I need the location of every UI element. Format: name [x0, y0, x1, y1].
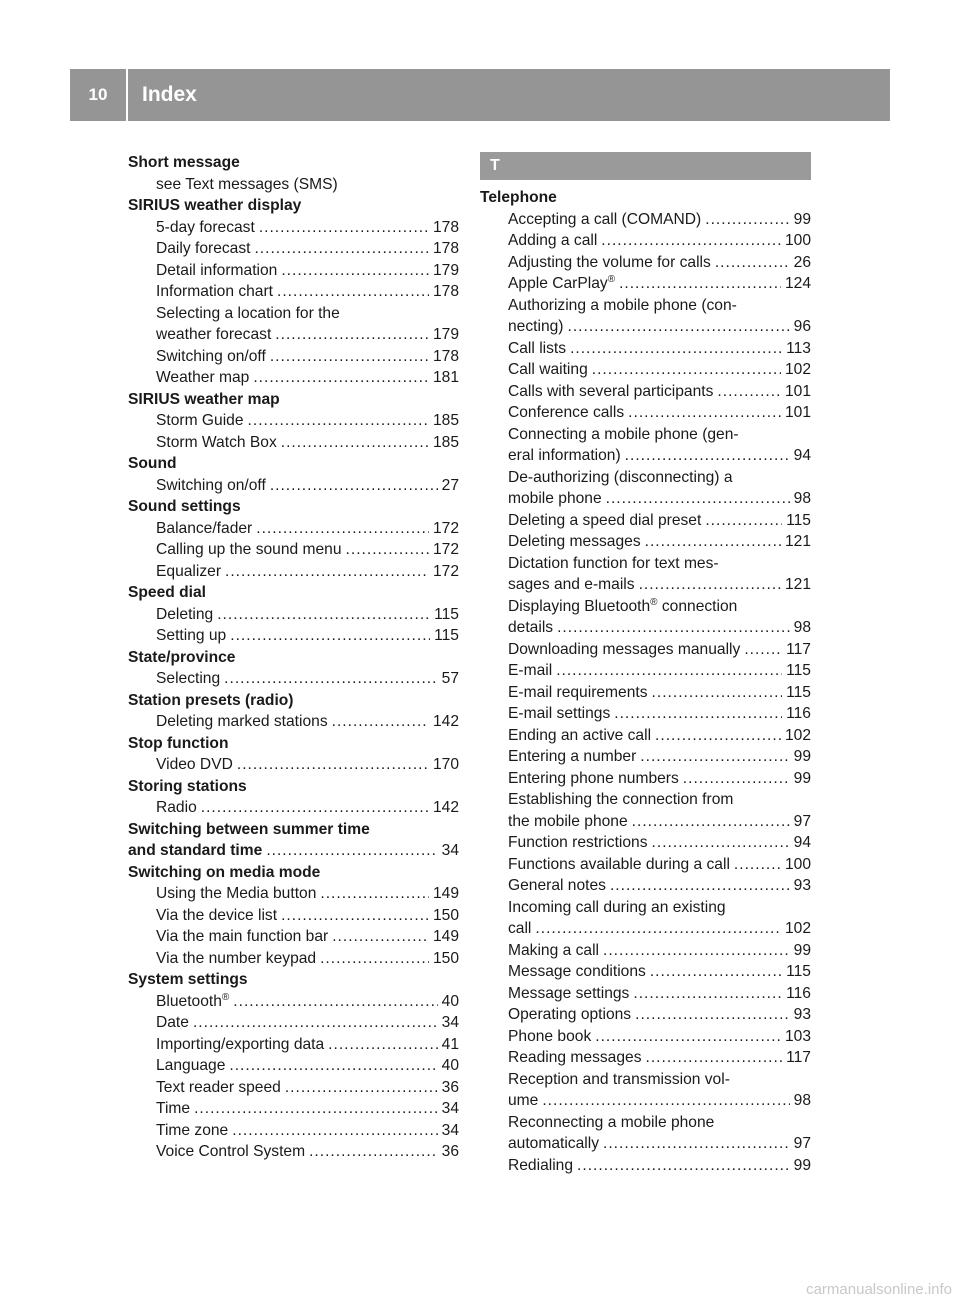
entry-label: Daily forecast [156, 240, 251, 257]
entry-label: Call waiting [508, 361, 588, 378]
page-ref: 149 [432, 885, 459, 902]
index-subentry-line: Displaying Bluetooth® connection [508, 596, 738, 615]
page-ref: 40 [441, 992, 459, 1010]
page-ref: 117 [786, 1049, 811, 1066]
page-ref: 124 [784, 275, 811, 292]
page-ref: 34 [441, 1100, 459, 1117]
page-ref: 94 [793, 447, 811, 464]
index-subentry [480, 768, 811, 790]
index-subentry [480, 875, 811, 897]
index-heading: SIRIUS weather display [128, 197, 302, 214]
entry-label: Message settings [508, 984, 630, 1002]
entry-label: Storm Watch Box [156, 433, 277, 451]
entry-label: automatically [508, 1135, 600, 1152]
index-subentry-line: Reconnecting a mobile phone [508, 1113, 715, 1131]
index-subentry [480, 660, 811, 682]
index-subentry [128, 905, 459, 927]
page-ref: 94 [793, 834, 811, 851]
page-ref: 101 [784, 382, 811, 400]
index-subentry [480, 445, 811, 467]
page-ref: 99 [793, 1156, 811, 1174]
page-ref: 34 [441, 1014, 459, 1031]
page-title: Index [142, 83, 197, 106]
page-ref: 36 [441, 1078, 459, 1096]
page-ref: 115 [786, 662, 811, 679]
index-subentry [128, 238, 459, 260]
entry-label: Ending an active call [508, 726, 652, 744]
index-subentry [480, 338, 811, 360]
page-ref: 178 [432, 347, 459, 365]
page-ref: 170 [432, 756, 459, 773]
entry-label: E-mail requirements [508, 683, 648, 701]
index-subentry [480, 209, 811, 231]
index-subentry [128, 754, 459, 776]
page-ref: 142 [432, 799, 459, 816]
entry-label: eral information) [508, 447, 621, 464]
header-divider [126, 69, 128, 121]
entry-label: Voice Control System [156, 1143, 306, 1160]
page-ref: 178 [432, 240, 459, 257]
entry-label: Call lists [508, 339, 567, 357]
index-subentry [128, 324, 459, 346]
page-ref: 115 [786, 963, 811, 980]
page-ref: 93 [793, 877, 811, 894]
index-subentry [128, 1034, 459, 1056]
page-ref: 27 [441, 476, 459, 494]
index-subentry [480, 832, 811, 854]
page-ref: 117 [786, 640, 811, 658]
index-subentry-line: Reception and transmission vol- [508, 1070, 730, 1088]
page-ref: 99 [793, 748, 811, 765]
index-subentry [128, 926, 459, 948]
page-ref: 185 [432, 412, 459, 429]
page-ref: 99 [793, 769, 811, 787]
index-subentry [128, 367, 459, 389]
page-ref: 179 [432, 261, 459, 279]
entry-label: Selecting [156, 670, 221, 687]
entry-label: the mobile phone [508, 812, 628, 830]
entry-label: Radio [156, 799, 197, 816]
entry-label: Adjusting the volume for calls [508, 253, 711, 271]
entry-label: necting) [508, 318, 564, 335]
index-subentry-line: Establishing the connection from [508, 791, 734, 808]
index-subentry [480, 746, 811, 768]
page-ref: 121 [784, 576, 811, 593]
entry-label: Deleting [156, 605, 214, 623]
page-ref: 172 [432, 541, 459, 558]
page-ref: 34 [441, 842, 459, 859]
page-ref: 97 [793, 1135, 811, 1152]
entry-label: Information chart [156, 283, 274, 300]
page-ref: 116 [786, 705, 811, 722]
index-subentry [128, 1012, 459, 1034]
index-heading-ref [128, 840, 459, 862]
index-subentry [480, 725, 811, 747]
index-subentry [128, 883, 459, 905]
entry-label: Time zone [156, 1121, 229, 1139]
page-ref: 34 [441, 1121, 459, 1139]
index-subentry [128, 518, 459, 540]
page-ref: 96 [793, 318, 811, 335]
page-ref: 98 [793, 619, 811, 636]
index-heading: SIRIUS weather map [128, 390, 280, 408]
page-ref: 115 [434, 605, 459, 623]
page-ref: 142 [432, 713, 459, 730]
index-heading: Switching between summer time [128, 820, 370, 838]
index-subentry [128, 604, 459, 626]
index-subentry [480, 639, 811, 661]
entry-label: details [508, 619, 554, 636]
entry-label: Using the Media button [156, 885, 317, 902]
page-ref: 98 [793, 490, 811, 507]
entry-label: Switching on/off [156, 476, 266, 494]
entry-label: Equalizer [156, 562, 222, 580]
entry-label: Language [156, 1057, 226, 1074]
index-subentry [128, 1055, 459, 1077]
index-subentry [480, 854, 811, 876]
page-ref: 102 [784, 920, 811, 937]
entry-label: Making a call [508, 941, 600, 959]
index-subentry [128, 281, 459, 303]
index-heading: Sound [128, 455, 177, 472]
index-subentry [480, 273, 811, 295]
index-subentry-line: Selecting a location for the [156, 304, 340, 322]
watermark: carmanualsonline.info [806, 1281, 952, 1298]
page-ref: 57 [441, 670, 459, 687]
page-ref: 115 [434, 627, 459, 644]
page-ref: 41 [441, 1035, 459, 1053]
index-subentry-line: Connecting a mobile phone (gen- [508, 425, 739, 443]
index-subentry [128, 432, 459, 454]
index-see-reference: see Text messages (SMS) [156, 175, 338, 193]
index-subentry [128, 1098, 459, 1120]
page-ref: 172 [432, 562, 459, 580]
index-subentry [128, 1141, 459, 1163]
page-ref: 115 [786, 683, 811, 701]
index-subentry [128, 625, 459, 647]
index-subentry [480, 230, 811, 252]
entry-label: E-mail [508, 662, 553, 679]
page-ref: 100 [784, 855, 811, 873]
index-subentry [480, 531, 811, 553]
index-subentry [128, 410, 459, 432]
entry-label: sages and e-mails [508, 576, 635, 593]
page-ref: 179 [432, 326, 459, 343]
index-heading: Switching on media mode [128, 863, 321, 881]
page-ref: 99 [793, 941, 811, 959]
entry-label: Importing/exporting data [156, 1035, 325, 1053]
entry-label: Reading messages [508, 1049, 642, 1066]
index-subentry [128, 539, 459, 561]
index-subentry [480, 1090, 811, 1112]
entry-label: Via the main function bar [156, 928, 329, 945]
index-subentry [480, 252, 811, 274]
index-heading: Telephone [480, 189, 557, 206]
index-heading: Stop function [128, 734, 229, 752]
index-subentry [128, 475, 459, 497]
index-subentry [128, 711, 459, 733]
index-subentry [480, 811, 811, 833]
entry-label: Time [156, 1100, 191, 1117]
index-heading: State/province [128, 648, 236, 666]
entry-label: Message conditions [508, 963, 646, 980]
entry-label: Functions available during a call [508, 855, 730, 873]
index-subentry [128, 1120, 459, 1142]
entry-label: Phone book [508, 1027, 592, 1045]
index-subentry [480, 918, 811, 940]
entry-label: Apple CarPlay® [508, 273, 616, 292]
index-subentry [480, 381, 811, 403]
index-subentry [480, 574, 811, 596]
index-subentry-line: Incoming call during an existing [508, 898, 726, 916]
entry-label: Accepting a call (COMAND) [508, 210, 702, 228]
index-subentry [128, 1077, 459, 1099]
entry-label: Deleting messages [508, 533, 641, 550]
entry-label: Setting up [156, 627, 227, 644]
index-heading: Station presets (radio) [128, 691, 294, 709]
page-ref: 181 [432, 369, 459, 386]
entry-label: Entering phone numbers [508, 769, 679, 787]
entry-label: Calls with several participants [508, 382, 714, 400]
entry-label: Bluetooth® [156, 991, 230, 1010]
index-subentry-line: Dictation function for text mes- [508, 554, 719, 572]
entry-label: 5-day forecast [156, 218, 255, 236]
index-subentry [480, 682, 811, 704]
page-ref: 149 [432, 928, 459, 945]
index-column-right [480, 152, 811, 1176]
index-subentry [128, 346, 459, 368]
page-ref: 150 [432, 949, 459, 967]
entry-label: Text reader speed [156, 1078, 281, 1096]
index-subentry [128, 797, 459, 819]
entry-label: Via the number keypad [156, 949, 317, 967]
index-subentry [480, 617, 811, 639]
page-ref: 40 [441, 1057, 459, 1074]
index-subentry [128, 561, 459, 583]
page-ref: 178 [432, 218, 459, 236]
index-subentry [480, 1155, 811, 1177]
index-subentry-line: De-authorizing (disconnecting) a [508, 468, 733, 486]
entry-label: General notes [508, 877, 606, 894]
entry-label: Conference calls [508, 404, 625, 421]
entry-label: Storm Guide [156, 412, 244, 429]
page-ref: 93 [793, 1006, 811, 1023]
index-subentry [128, 991, 459, 1013]
page-ref: 121 [784, 533, 811, 550]
entry-label: E-mail settings [508, 705, 611, 722]
entry-label: Switching on/off [156, 347, 266, 365]
page-ref: 36 [441, 1143, 459, 1160]
entry-label: Entering a number [508, 748, 637, 765]
index-subentry [480, 1047, 811, 1069]
letter-section-header: T [480, 152, 811, 180]
page-ref: 102 [784, 726, 811, 744]
index-subentry-line: Authorizing a mobile phone (con- [508, 296, 737, 314]
index-subentry [480, 961, 811, 983]
entry-label: Function restrictions [508, 834, 648, 851]
entry-label: Redialing [508, 1156, 574, 1174]
page-ref: 99 [793, 210, 811, 228]
index-subentry [480, 510, 811, 532]
index-column-left [128, 152, 459, 1163]
page-ref: 102 [784, 361, 811, 378]
entry-label: ume [508, 1092, 539, 1109]
index-heading: Short message [128, 154, 240, 171]
index-subentry [128, 668, 459, 690]
page-ref: 150 [432, 906, 459, 924]
entry-label: weather forecast [156, 326, 272, 343]
entry-label: Calling up the sound menu [156, 541, 342, 558]
entry-label: Weather map [156, 369, 250, 386]
entry-label: Balance/fader [156, 519, 253, 537]
index-heading: System settings [128, 971, 248, 988]
page-ref: 178 [432, 283, 459, 300]
entry-label: Operating options [508, 1006, 632, 1023]
entry-label: Adding a call [508, 232, 598, 249]
page-ref: 172 [432, 519, 459, 537]
entry-label: Deleting a speed dial preset [508, 511, 702, 529]
index-subentry [480, 1133, 811, 1155]
index-heading: Storing stations [128, 777, 247, 795]
page-ref: 103 [784, 1027, 811, 1045]
page-ref: 185 [432, 433, 459, 451]
entry-label: call [508, 920, 532, 937]
page-ref: 115 [786, 511, 811, 529]
page-ref: 98 [793, 1092, 811, 1109]
entry-label: Video DVD [156, 756, 233, 773]
page-number: 10 [88, 85, 108, 104]
entry-label: and standard time [128, 842, 263, 859]
entry-label: Deleting marked stations [156, 713, 328, 730]
index-subentry [128, 260, 459, 282]
index-subentry [480, 1004, 811, 1026]
entry-label: Date [156, 1014, 189, 1031]
page-ref: 97 [793, 812, 811, 830]
index-heading: Speed dial [128, 584, 206, 601]
page-header [70, 69, 890, 121]
index-subentry [480, 316, 811, 338]
index-subentry [480, 1026, 811, 1048]
index-subentry [128, 217, 459, 239]
entry-label: Downloading messages manually [508, 640, 741, 658]
page-ref: 116 [786, 984, 811, 1002]
entry-label: Detail information [156, 261, 278, 279]
index-subentry [480, 488, 811, 510]
page-ref: 100 [784, 232, 811, 249]
page-ref: 101 [784, 404, 811, 421]
page-ref: 113 [786, 339, 811, 357]
page-ref: 26 [793, 253, 811, 271]
entry-label: mobile phone [508, 490, 602, 507]
index-subentry [480, 359, 811, 381]
index-subentry [128, 948, 459, 970]
index-heading: Sound settings [128, 498, 241, 515]
entry-label: Via the device list [156, 906, 278, 924]
index-subentry [480, 940, 811, 962]
index-subentry [480, 983, 811, 1005]
index-subentry [480, 703, 811, 725]
index-subentry [480, 402, 811, 424]
